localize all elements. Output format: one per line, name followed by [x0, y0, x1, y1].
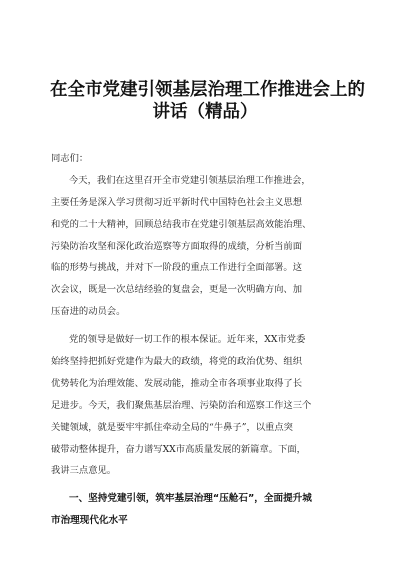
paragraph-line: 次会议，既是一次总结经验的复盘会，更是一次明确方向、加 — [51, 284, 303, 296]
heading-line: 市治理现代化水平 — [51, 515, 128, 527]
title-line: 讲话（精品） — [152, 101, 258, 122]
paragraph-line: 党的领导是做好一切工作的根本保证。近年来，XX市党委 — [69, 334, 306, 346]
paragraph-line: 今天，我们在这里召开全市党建引领基层治理工作推进会， — [69, 174, 311, 186]
paragraph-line: 压奋进的动员会。 — [51, 306, 126, 318]
section-heading-1 — [51, 488, 363, 532]
document-title — [50, 80, 365, 124]
paragraph-line: 足进步。今天，我们聚焦基层治理、污染防治和巡察工作这三个 — [51, 399, 312, 411]
paragraph-line: 污染防治攻坚和深化政治巡察等方面取得的成绩，分析当前面 — [51, 240, 303, 252]
paragraph-line: 临的形势与挑战，并对下一阶段的重点工作进行全面部署。这 — [51, 262, 303, 274]
paragraph-line: 破带动整体提升，奋力谱写XX市高质量发展的新篇章。下面， — [51, 443, 306, 455]
paragraph-line: 和党的二十大精神，回顾总结我市在党建引领基层高效能治理、 — [51, 218, 312, 230]
paragraph-party-leadership — [51, 329, 363, 482]
title-line: 在全市党建引领基层治理工作推进会上的 — [50, 80, 365, 100]
paragraph-line: 主要任务是深入学习贯彻习近平新时代中国特色社会主义思想 — [51, 196, 303, 208]
paragraph-line: 始终坚持把抓好党建作为最大的政绩，将党的政治优势、组织 — [51, 356, 303, 368]
heading-line: 一、坚持党建引领，筑牢基层治理“压舱石”，全面提升城 — [69, 493, 312, 505]
paragraph-opening — [51, 170, 363, 323]
document-body — [51, 148, 363, 532]
paragraph-line: 关键领域，就是要牢牢抓住牵动全局的“牛鼻子”，以重点突 — [51, 421, 293, 433]
salutation: 同志们： — [51, 153, 89, 164]
paragraph-line: 优势转化为治理效能、发展动能，推动全市各项事业取得了长 — [51, 377, 303, 389]
paragraph-line: 我讲三点意见。 — [51, 465, 117, 477]
